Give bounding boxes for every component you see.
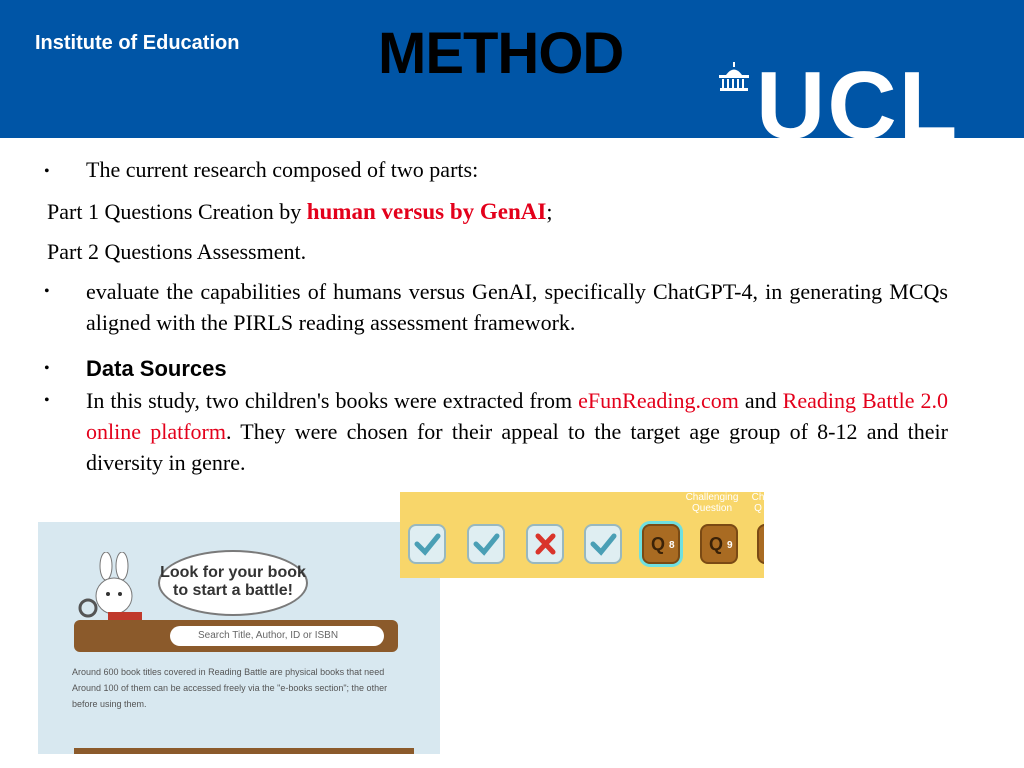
part1-highlight: human versus by GenAI	[306, 199, 547, 224]
question-progress-screenshot	[400, 492, 764, 578]
sources-prefix: In this study, two children's books were extracted from	[86, 388, 579, 413]
institution-name: Institute of Education	[35, 32, 240, 54]
question-correct[interactable]	[408, 524, 446, 564]
part1-line	[47, 196, 552, 227]
bullet-dot: •	[44, 283, 50, 300]
part1-prefix: Part 1 Questions Creation by	[47, 199, 307, 224]
bullet-dot: •	[44, 360, 50, 377]
ucl-logo	[716, 62, 1006, 138]
note-line: before using them.	[72, 699, 147, 709]
page-title: METHOD	[378, 21, 624, 86]
bullet-dot: •	[44, 163, 50, 180]
challenging-question-label-partial: Ch Q	[751, 492, 764, 514]
portico-icon	[719, 62, 749, 91]
search-bar	[74, 620, 398, 652]
cross-icon	[528, 526, 562, 562]
part2-line: Part 2 Questions Assessment.	[47, 239, 307, 264]
speech-bubble: Look for your book to start a battle!	[158, 550, 308, 616]
check-icon	[410, 526, 444, 562]
header-band	[0, 0, 1024, 138]
sources-mid: and	[738, 388, 783, 413]
sources-suffix: . They were chosen for their appeal to the target age group of 8-12 and their diversity in genre.	[86, 419, 948, 475]
efunreading-link[interactable]: eFunReading.com	[578, 388, 739, 413]
check-icon	[586, 526, 620, 562]
part1-suffix: ;	[546, 199, 553, 224]
question-correct[interactable]	[584, 524, 622, 564]
question-8[interactable]	[642, 524, 680, 564]
data-sources-heading: Data Sources	[86, 356, 227, 381]
bullet-data-sources	[86, 385, 948, 478]
question-correct[interactable]	[467, 524, 505, 564]
question-wrong[interactable]	[526, 524, 564, 564]
q-letter: Q	[651, 534, 666, 554]
bullet-research-parts: The current research composed of two parts:	[86, 157, 479, 182]
q-letter: Q	[709, 534, 724, 554]
check-icon	[469, 526, 503, 562]
q-number: 9	[727, 540, 733, 551]
bullet-dot: •	[44, 392, 50, 409]
question-9[interactable]	[700, 524, 738, 564]
challenging-question-label: Challenging Question	[685, 492, 739, 514]
bullet-evaluate: evaluate the capabilities of humans versus GenAI, specifically ChatGPT-4, in generating MCQs aligned with the PIRLS reading assessment framework.	[86, 279, 948, 335]
bottom-bar	[74, 748, 414, 754]
q-number: 8	[669, 540, 675, 551]
question-partial[interactable]	[757, 524, 764, 564]
reading-battle-screenshot	[38, 522, 440, 754]
search-input[interactable]: Search Title, Author, ID or ISBN	[170, 626, 384, 646]
ucl-wordmark: UCL	[756, 62, 960, 138]
note-line: Around 100 of them can be accessed freely via the "e-books section"; the other	[72, 683, 388, 693]
note-line: Around 600 book titles covered in Reading Battle are physical books that need	[72, 667, 385, 677]
reading-battle-link[interactable]: Reading Battle 2.0 online platform	[86, 388, 948, 444]
books-note	[72, 664, 438, 712]
